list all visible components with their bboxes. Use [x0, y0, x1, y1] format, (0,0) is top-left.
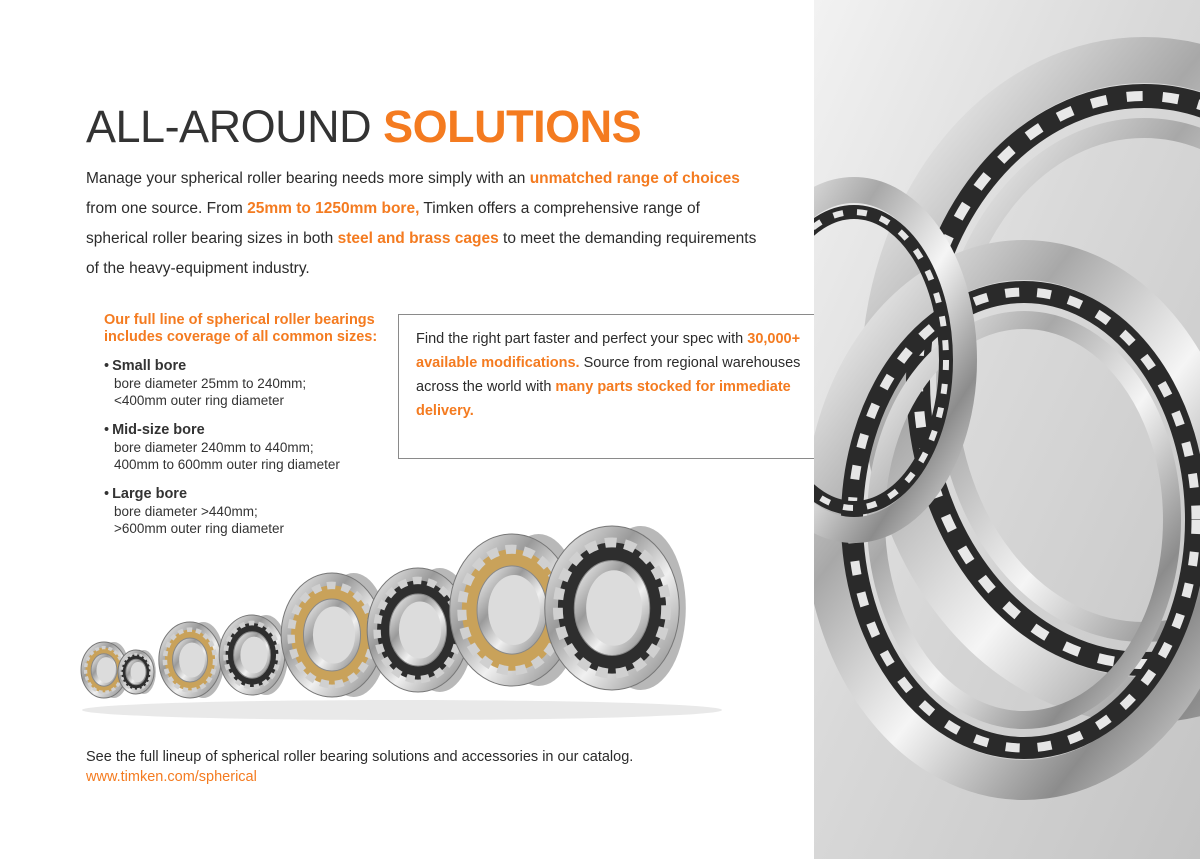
callout-text: Source from regional warehouses across the world with	[416, 355, 801, 395]
size-title-text: Large bore	[112, 486, 188, 502]
size-detail-line: bore diameter >440mm;	[114, 504, 258, 519]
catalog-link[interactable]: www.timken.com/spherical	[86, 769, 257, 785]
size-title	[104, 357, 394, 375]
size-item	[104, 421, 394, 473]
intro-highlight: 25mm to 1250mm bore,	[247, 200, 420, 217]
intro-paragraph	[86, 164, 766, 284]
callout-highlight: many parts stocked for immediate delivery.	[416, 379, 791, 419]
bearing-4	[219, 615, 288, 695]
size-title	[104, 485, 394, 503]
page-headline	[86, 101, 642, 152]
intro-highlight: steel and brass cages	[337, 230, 499, 247]
bearing-closeup-photo	[814, 0, 1200, 859]
bearing-2	[118, 650, 156, 694]
intro-text: from one source. From	[86, 200, 248, 217]
modifications-callout-box	[398, 314, 838, 459]
headline-part1: ALL-AROUND	[86, 101, 372, 152]
callout-highlight: 30,000+ available modifications.	[416, 331, 801, 371]
intro-text: to meet the demanding requirements of the heavy-equipment industry.	[86, 230, 757, 277]
size-detail-line: bore diameter 240mm to 440mm;	[114, 440, 314, 455]
callout-text: Find the right part faster and perfect your spec with	[416, 331, 748, 347]
bearing-lineup-image	[72, 510, 792, 725]
bullet-icon: •	[104, 422, 110, 438]
bullet-icon: •	[104, 358, 110, 374]
intro-text: Timken offers a comprehensive range of spherical roller bearing sizes in both	[86, 200, 700, 247]
intro-text: Manage your spherical roller bearing needs more simply with an	[86, 170, 530, 187]
size-detail-line: 400mm to 600mm outer ring diameter	[114, 457, 340, 472]
size-item	[104, 357, 394, 409]
size-title-text: Mid-size bore	[112, 422, 205, 438]
size-detail-line: bore diameter 25mm to 240mm;	[114, 376, 307, 391]
bearing-3	[159, 622, 224, 698]
size-detail-line: >600mm outer ring diameter	[114, 521, 284, 536]
coverage-heading: Our full line of spherical roller bearings includes coverage of all common sizes:	[104, 312, 378, 345]
bullet-icon: •	[104, 486, 110, 502]
catalog-note: See the full lineup of spherical roller bearing solutions and accessories in our catalog.	[86, 749, 634, 765]
bearing-8	[545, 526, 686, 690]
intro-highlight: unmatched range of choices	[529, 170, 740, 187]
size-detail-line: <400mm outer ring diameter	[114, 393, 284, 408]
size-title-text: Small bore	[112, 358, 187, 374]
headline-part2: SOLUTIONS	[383, 101, 642, 152]
size-title	[104, 421, 394, 439]
